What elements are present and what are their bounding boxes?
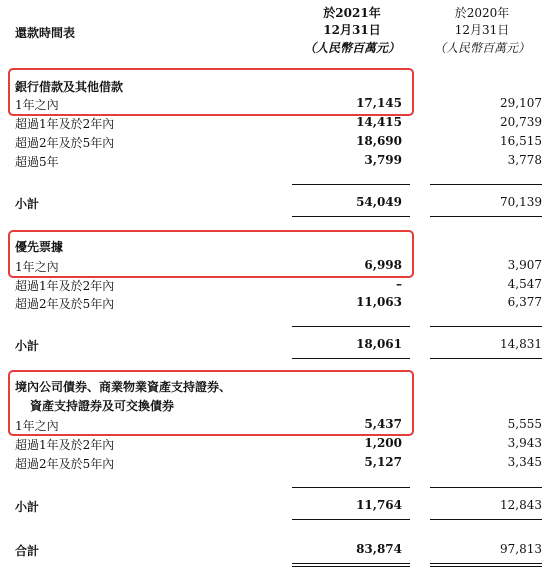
divider — [292, 216, 410, 217]
double-rule-bottom — [430, 566, 542, 567]
row-label: 1年之內 — [15, 419, 59, 433]
total-2020: 97,813 — [500, 542, 542, 556]
value-2020: 3,778 — [507, 153, 542, 167]
row-label: 超過2年及於5年內 — [15, 297, 115, 311]
value-2020: 3,345 — [507, 455, 542, 469]
value-2021: 5,127 — [364, 455, 402, 469]
section-title-senior-notes: 優先票據 — [15, 240, 64, 254]
section-title-bonds-line2: 資產支持證券及可交換債券 — [30, 399, 175, 413]
section-title-bank-borrowings: 銀行借款及其他借款 — [15, 80, 124, 94]
col-2021-date: 12月31日 — [323, 23, 381, 37]
value-2020: 3,907 — [507, 258, 542, 272]
divider — [430, 184, 542, 185]
row-label: 超過1年及於2年內 — [15, 438, 115, 452]
subtotal-2020: 70,139 — [500, 195, 542, 209]
subtotal-label: 小計 — [15, 197, 40, 211]
double-rule-bottom — [292, 566, 410, 567]
total-2021: 83,874 — [356, 542, 402, 556]
subtotal-2020: 14,831 — [500, 337, 542, 351]
highlight-box-senior-notes — [8, 230, 414, 278]
value-2021: 11,063 — [356, 295, 402, 309]
subtotal-label: 小計 — [15, 339, 40, 353]
divider — [292, 487, 410, 488]
col-2020-unit: （人民幣百萬元） — [433, 41, 530, 55]
value-2021: 5,437 — [364, 417, 402, 431]
value-2020: 6,377 — [507, 295, 542, 309]
row-label: 超過1年及於2年內 — [15, 117, 115, 131]
row-label: 1年之內 — [15, 260, 59, 274]
value-2020: 20,739 — [500, 115, 542, 129]
divider — [292, 358, 410, 359]
row-label: 超過1年及於2年內 — [15, 279, 115, 293]
col-2020-year: 於2020年 — [454, 6, 510, 20]
subtotal-2021: 54,049 — [356, 195, 402, 209]
value-2020: 16,515 — [500, 134, 542, 148]
value-2020: 3,943 — [507, 436, 542, 450]
col-2021-unit: （人民幣百萬元） — [303, 41, 400, 55]
row-label: 1年之內 — [15, 98, 59, 112]
row-label: 超過2年及於5年內 — [15, 136, 115, 150]
value-2021: 14,415 — [356, 115, 402, 129]
divider — [430, 358, 542, 359]
col-2020-date: 12月31日 — [454, 23, 510, 37]
subtotal-label: 小計 — [15, 500, 40, 514]
value-2020: 5,555 — [507, 417, 542, 431]
value-2020: 4,547 — [507, 277, 542, 291]
divider — [430, 519, 542, 520]
value-2021: 3,799 — [364, 153, 402, 167]
double-rule-top — [292, 563, 410, 564]
value-2021: 6,998 — [364, 258, 402, 272]
value-2021: 1,200 — [364, 436, 402, 450]
section-title-bonds-line1: 境內公司債券、商業物業資產支持證券、 — [15, 380, 232, 394]
row-label: 超過5年 — [15, 155, 59, 169]
subtotal-2021: 11,764 — [356, 498, 402, 512]
value-2020: 29,107 — [500, 96, 542, 110]
subtotal-2021: 18,061 — [356, 337, 402, 351]
total-label: 合計 — [15, 544, 40, 558]
divider — [430, 326, 542, 327]
divider — [292, 519, 410, 520]
table-title: 還款時間表 — [15, 26, 76, 40]
divider — [292, 184, 410, 185]
double-rule-top — [430, 563, 542, 564]
row-label: 超過2年及於5年內 — [15, 457, 115, 471]
value-2021: 18,690 — [356, 134, 402, 148]
col-2021-year: 於2021年 — [323, 6, 381, 20]
value-2021: 17,145 — [356, 96, 402, 110]
divider — [430, 216, 542, 217]
divider — [292, 326, 410, 327]
value-2021: – — [396, 277, 402, 291]
subtotal-2020: 12,843 — [500, 498, 542, 512]
divider — [430, 487, 542, 488]
